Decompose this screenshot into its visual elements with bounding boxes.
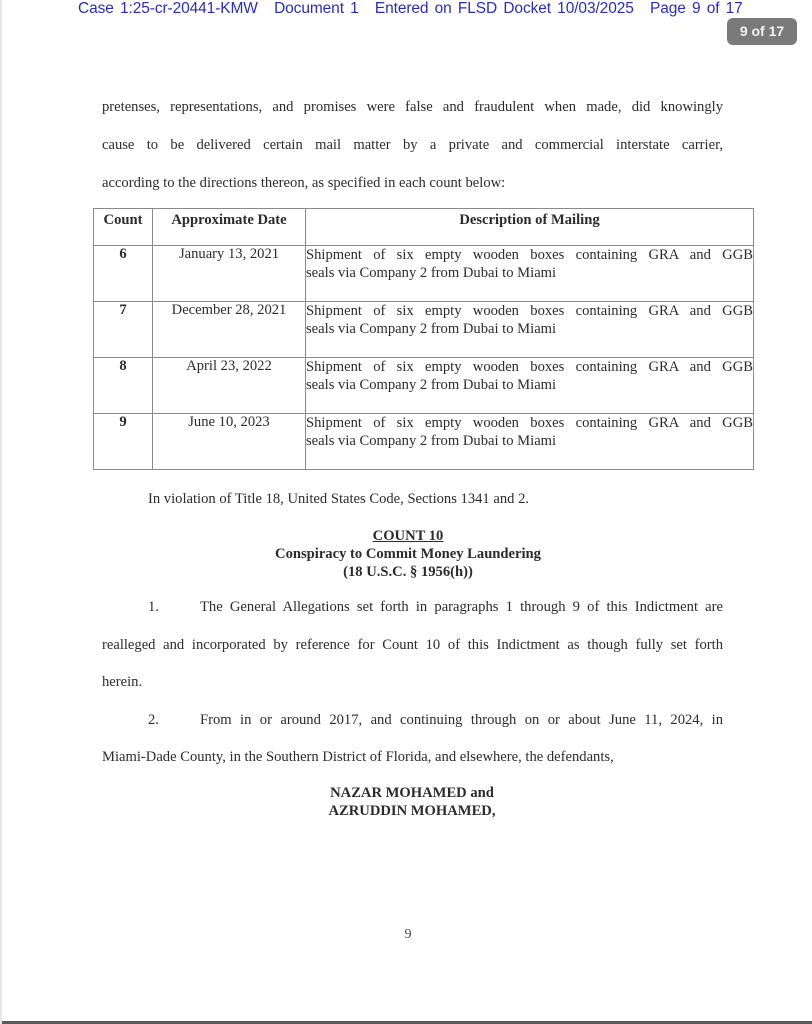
count-statute: (18 U.S.C. § 1956(h)) [343, 564, 473, 580]
date-cell: June 10, 2023 [153, 414, 306, 470]
count-title-text: COUNT 10 [372, 528, 444, 544]
date-cell: April 23, 2022 [153, 358, 306, 414]
table-row [94, 246, 754, 302]
header-count: Count [94, 209, 153, 246]
intro-line-1: pretenses, representations, and promises were false and fraudulent when made, did knowingly [102, 99, 723, 115]
paragraph-1-line-1 [148, 598, 723, 616]
description-cell [306, 246, 754, 302]
header-description: Description of Mailing [306, 209, 754, 246]
description-cell [306, 414, 754, 470]
description-line-2: seals via Company 2 from Dubai to Miami [306, 265, 557, 281]
docket-document-number: Document 1 [274, 0, 359, 17]
table-row [94, 414, 754, 470]
paragraph-2-number: 2. [148, 712, 159, 728]
description-line-2: seals via Company 2 from Dubai to Miami [306, 377, 557, 393]
docket-case-number: Case 1:25-cr-20441-KMW [78, 0, 258, 17]
paragraph-1-number: 1. [148, 599, 159, 615]
docket-page: Page 9 of 17 [649, 0, 743, 17]
date-cell: January 13, 2021 [153, 246, 306, 302]
intro-line-2: cause to be delivered certain mail matter by a private and commercial interstate carrier, [102, 137, 723, 153]
defendant-line-1: NAZAR MOHAMED and [330, 785, 494, 801]
description-line-1: Shipment of six empty wooden boxes containing GRA and GGB [306, 303, 753, 319]
count-subtitle: Conspiracy to Commit Money Laundering [275, 546, 541, 562]
paragraph-2-line-2: Miami-Dade County, in the Southern District of Florida, and elsewhere, the defendants, [102, 749, 614, 765]
description-line-1: Shipment of six empty wooden boxes containing GRA and GGB [306, 247, 753, 263]
paragraph-2-text: From in or around 2017, and continuing through on or about June 11, 2024, in [200, 712, 723, 728]
violation-statement: In violation of Title 18, United States Code, Sections 1341 and 2. [148, 491, 530, 507]
description-line-2: seals via Company 2 from Dubai to Miami [306, 321, 557, 337]
count-title [2, 527, 812, 545]
description-cell [306, 302, 754, 358]
count-cell: 7 [94, 302, 153, 358]
count-cell: 9 [94, 414, 153, 470]
table-header-row [94, 209, 754, 246]
page-indicator-badge: 9 of 17 [727, 18, 797, 45]
date-cell: December 28, 2021 [153, 302, 306, 358]
docket-header [78, 0, 753, 18]
description-line-1: Shipment of six empty wooden boxes containing GRA and GGB [306, 359, 753, 375]
page-number: 9 [404, 927, 412, 942]
mailings-table [93, 208, 754, 470]
paragraph-1-line-3: herein. [102, 674, 143, 690]
description-line-1: Shipment of six empty wooden boxes containing GRA and GGB [306, 415, 753, 431]
count-cell: 8 [94, 358, 153, 414]
intro-line-3: according to the directions thereon, as specified in each count below: [102, 175, 506, 191]
description-line-2: seals via Company 2 from Dubai to Miami [306, 433, 557, 449]
description-cell [306, 358, 754, 414]
table-row [94, 302, 754, 358]
docket-entered-date: Entered on FLSD Docket 10/03/2025 [374, 0, 634, 17]
paragraph-1-text: The General Allegations set forth in paragraphs 1 through 9 of this Indictment are [200, 599, 723, 615]
table-row [94, 358, 754, 414]
defendant-line-2: AZRUDDIN MOHAMED, [328, 803, 496, 819]
count-cell: 6 [94, 246, 153, 302]
paragraph-1-line-2: realleged and incorporated by reference for Count 10 of this Indictment as though fully set forth [102, 637, 723, 653]
paragraph-2-line-1 [148, 711, 723, 729]
header-approximate-date: Approximate Date [153, 209, 306, 246]
